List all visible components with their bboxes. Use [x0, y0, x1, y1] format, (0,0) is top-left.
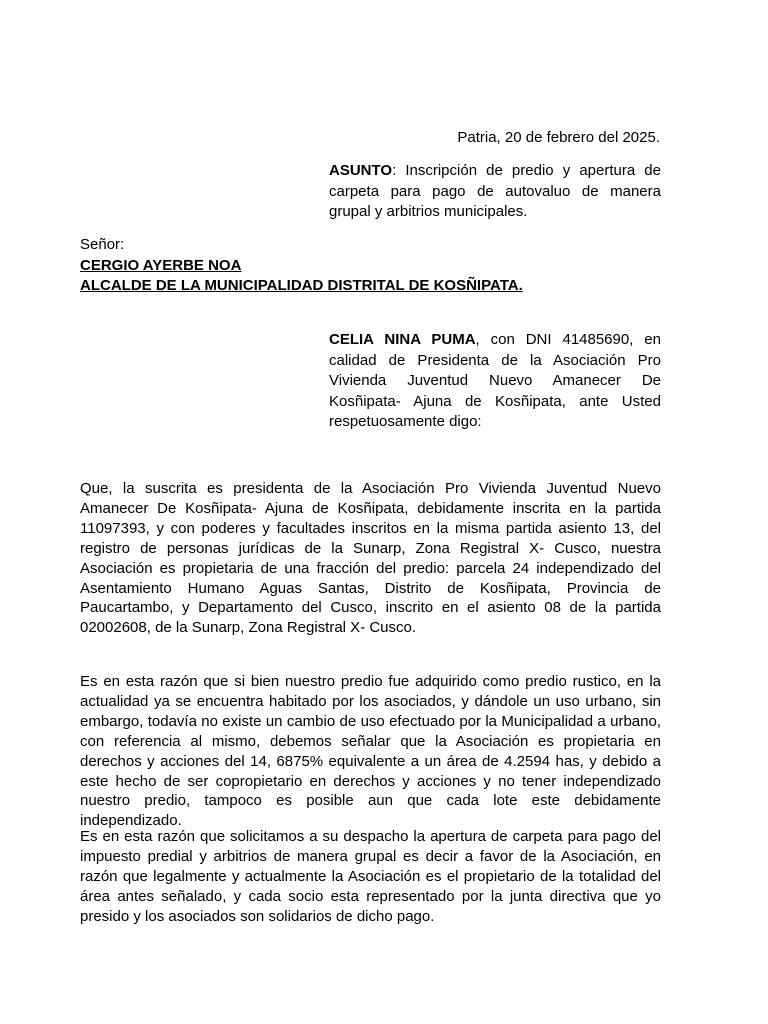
- recipient-name: CERGIO AYERBE NOA: [80, 256, 242, 274]
- petitioner-block: [329, 330, 661, 433]
- subject-label: ASUNTO: [329, 162, 393, 179]
- petitioner-text: , con DNI 41485690, en calidad de Presidenta de la Asociación Pro Vivienda Juventud Nuevo Amanecer De Kosñipata- Ajuna de Kosñipata, ante Usted respetuosamente digo:: [329, 331, 661, 431]
- addressee-block: [80, 235, 680, 297]
- subject-block: [329, 161, 661, 223]
- petitioner-name: CELIA NINA PUMA: [329, 331, 476, 348]
- body-paragraph-3: Es en esta razón que solicitamos a su despacho la apertura de carpeta para pago del impuesto predial y arbitrios de manera grupal es decir a favor de la Asociación, en razón que legalmente y actualmente la Asociación es el propietario de la totalidad del área antes señalado, y cada socio esta representado por la junta directiva que yo presido y los asociados son solidarios de dicho pago.: [80, 828, 661, 925]
- body-paragraph-2: Es en esta razón que si bien nuestro predio fue adquirido como predio rustico, en la actualidad ya se encuentra habitado por los asociados, y dándole un uso urbano, sin embargo, todavía no existe un cambio de uso efectuado por la Municipalidad a urbano, con referencia al mismo, debemos señalar que la Asociación es propietaria en derechos y acciones del 14, 6875% equivalente a un área de 4.2594 has, y debido a este hecho de ser copropietario en derechos y acciones y no tener independizado nuestro predio, tampoco es posible aun que cada lote este debidamente independizado.: [80, 673, 661, 830]
- salutation: Señor:: [80, 236, 125, 253]
- recipient-title: ALCALDE DE LA MUNICIPALIDAD DISTRITAL DE KOSÑIPATA.: [80, 277, 523, 294]
- subject-text: : Inscripción de predio y apertura de carpeta para pago de autovaluo de manera grupal y arbitrios municipales.: [329, 162, 661, 220]
- body-paragraph-1: Que, la suscrita es presidenta de la Asociación Pro Vivienda Juventud Nuevo Amanecer De Kosñipata- Ajuna de Kosñipata, debidamente inscrita en la partida 11097393, y con poderes y facultades inscritos en la misma partida asiento 13, del registro de personas jurídicas de la Sunarp, Zona Registral X- Cusco, nuestra Asociación es propietaria de una fracción del predio: parcela 24 independizado del Asentamiento Humano Aguas Santas, Distrito de Kosñipata, Provincia de Paucartambo, y Departamento del Cusco, inscrito en el asiento 08 de la partida 02002608, de la Sunarp, Zona Registral X- Cusco.: [80, 480, 661, 637]
- date-line: Patria, 20 de febrero del 2025.: [457, 129, 660, 146]
